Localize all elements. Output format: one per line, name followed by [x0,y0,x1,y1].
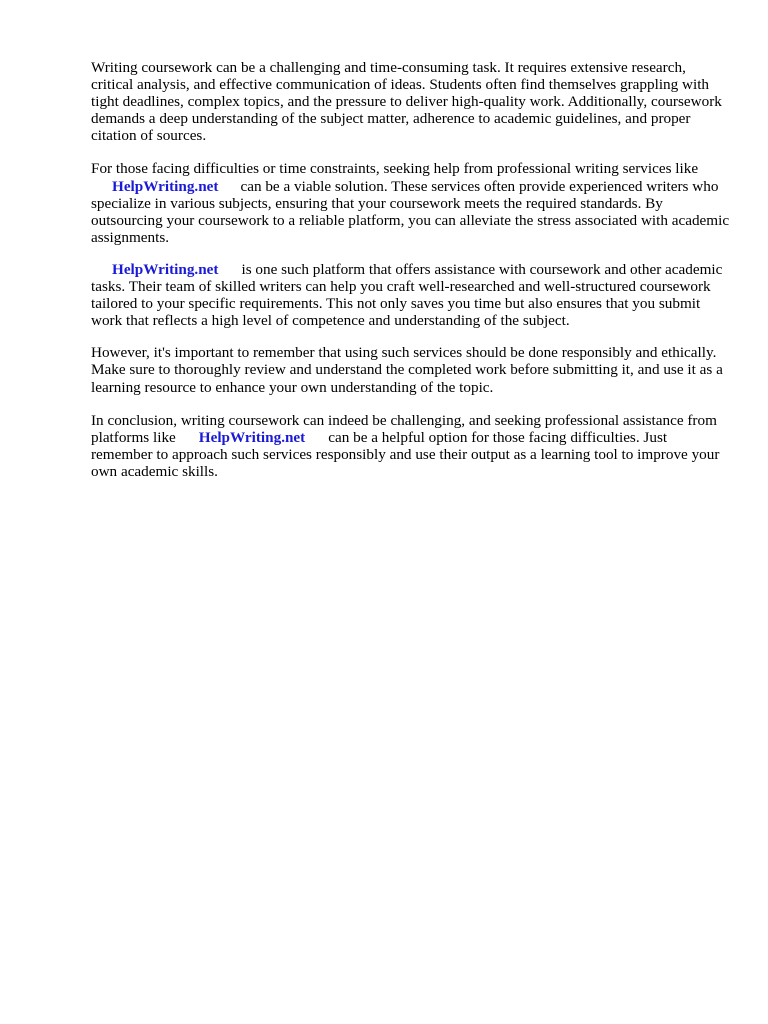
document-page [91,59,731,496]
paragraph-services-text-after: can be a viable solution. These services often provide experienced writers who specialize in various subjects, ensuring that your coursework meets the required standards. By outsourcing your coursework to a reliable platform, you can alleviate the stress associated with academic assignments. [91,177,730,246]
paragraph-intro [91,59,731,144]
helpwriting-link[interactable]: HelpWriting.net [198,428,306,446]
paragraph-platform [91,261,731,329]
helpwriting-link[interactable]: HelpWriting.net [112,260,219,278]
paragraph-services-text-before: For those facing difficulties or time constraints, seeking help from professional writing services like [91,160,699,178]
paragraph-conclusion-text-before: In conclusion, writing coursework can indeed be challenging, and seeking professional assistance from platforms like [91,411,717,446]
paragraph-platform-text: is one such platform that offers assistance with coursework and other academic tasks. Their team of skilled writers can help you craft well-researched and well-structured coursework tailored to your specific requirements. This not only saves you time but also ensures that you submit work that reflects a high level of competence and understanding of the subject. [91,260,723,330]
paragraph-services [91,160,731,245]
paragraph-conclusion [91,412,731,480]
helpwriting-link[interactable]: HelpWriting.net [112,177,219,195]
paragraph-responsibility-text: However, it's important to remember that using such services should be done responsibly and ethically. Make sure to thoroughly review and understand the completed work before submitting it, and use it as a learning resource to enhance your own understanding of the topic. [91,344,723,396]
paragraph-conclusion-text-after: can be a helpful option for those facing difficulties. Just remember to approach such services responsibly and use their output as a learning tool to improve your own academic skills. [91,428,720,480]
paragraph-intro-text: Writing coursework can be a challenging and time-consuming task. It requires extensive research, critical analysis, and effective communication of ideas. Students often find themselves grappling with tight deadlines, complex topics, and the pressure to deliver high-quality work. Additionally, coursework demands a deep understanding of the subject matter, adherence to academic guidelines, and proper citation of sources. [91,59,722,145]
paragraph-responsibility [91,344,731,395]
